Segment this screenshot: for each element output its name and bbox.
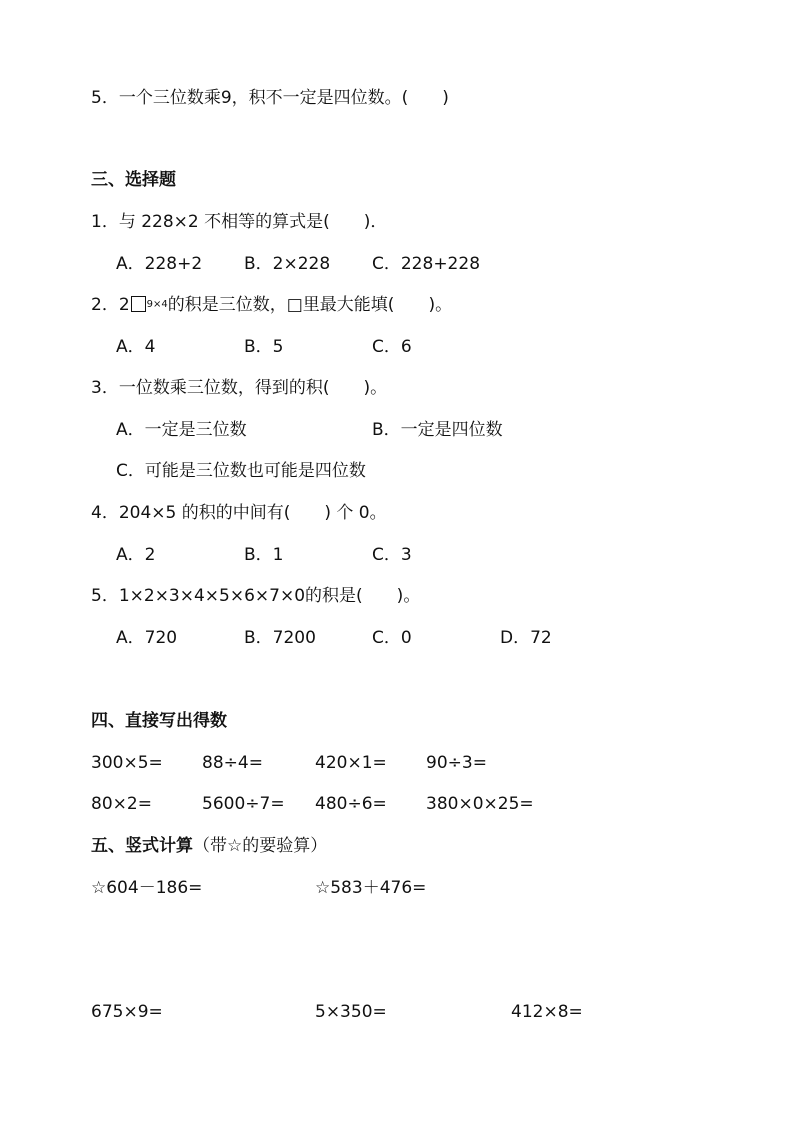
vertical-calc-item: 412×8= bbox=[511, 1002, 583, 1022]
section-4-title: 四、直接写出得数 bbox=[91, 711, 227, 731]
mental-calc-item: 88÷4= bbox=[202, 753, 263, 773]
judgement-question-5: 5．一个三位数乘9，积不一定是四位数。( ) bbox=[91, 88, 449, 108]
q3-option-a: A．一定是三位数 bbox=[116, 420, 247, 440]
q1-option-c: C．228+228 bbox=[372, 254, 481, 274]
vertical-calc-item: 675×9= bbox=[91, 1002, 163, 1022]
vertical-calc-item: ☆604－186= bbox=[91, 878, 203, 898]
mental-calc-item: 300×5= bbox=[91, 753, 163, 773]
q2-option-b: B．5 bbox=[244, 337, 284, 357]
mental-calc-item: 380×0×25= bbox=[426, 794, 534, 814]
q5-option-a: A．720 bbox=[116, 628, 178, 648]
q2-option-c: C．6 bbox=[372, 337, 412, 357]
q2-stem-small: 9×4 bbox=[146, 299, 168, 310]
q4-option-b: B．1 bbox=[244, 545, 284, 565]
choice-question-1: 1．与 228×2 不相等的算式是( )． bbox=[91, 212, 388, 232]
section-5-title-text: 五、竖式计算 bbox=[91, 836, 193, 856]
mental-calc-item: 480÷6= bbox=[315, 794, 387, 814]
q4-option-c: C．3 bbox=[372, 545, 412, 565]
q2-option-a: A．4 bbox=[116, 337, 156, 357]
vertical-calc-item: ☆583＋476= bbox=[315, 878, 427, 898]
choice-question-4: 4．204×5 的积的中间有( ) 个 0。 bbox=[91, 503, 387, 523]
q2-stem-suffix: 的积是三位数，□里最大能填( )。 bbox=[167, 295, 453, 315]
choice-question-3: 3．一位数乘三位数，得到的积( )。 bbox=[91, 378, 388, 398]
section-5-title bbox=[91, 834, 327, 858]
q5-option-b: B．7200 bbox=[244, 628, 316, 648]
q2-stem-prefix: 2．2 bbox=[91, 295, 130, 315]
mental-calc-item: 5600÷7= bbox=[202, 794, 285, 814]
mental-calc-item: 80×2= bbox=[91, 794, 152, 814]
q3-option-b: B．一定是四位数 bbox=[372, 420, 503, 440]
mental-calc-item: 420×1= bbox=[315, 753, 387, 773]
blank-box bbox=[131, 296, 146, 312]
q5-option-d: D．72 bbox=[500, 628, 552, 648]
choice-question-2 bbox=[91, 293, 452, 317]
vertical-calc-item: 5×350= bbox=[315, 1002, 387, 1022]
section-3-title: 三、选择题 bbox=[91, 170, 176, 190]
q1-option-b: B．2×228 bbox=[244, 254, 331, 274]
mental-calc-item: 90÷3= bbox=[426, 753, 487, 773]
q5-option-c: C．0 bbox=[372, 628, 412, 648]
choice-question-5: 5．1×2×3×4×5×6×7×0的积是( )。 bbox=[91, 586, 421, 606]
q3-option-c: C．可能是三位数也可能是四位数 bbox=[116, 461, 366, 481]
q4-option-a: A．2 bbox=[116, 545, 156, 565]
q1-option-a: A．228+2 bbox=[116, 254, 203, 274]
section-5-note: （带☆的要验算） bbox=[193, 836, 328, 856]
